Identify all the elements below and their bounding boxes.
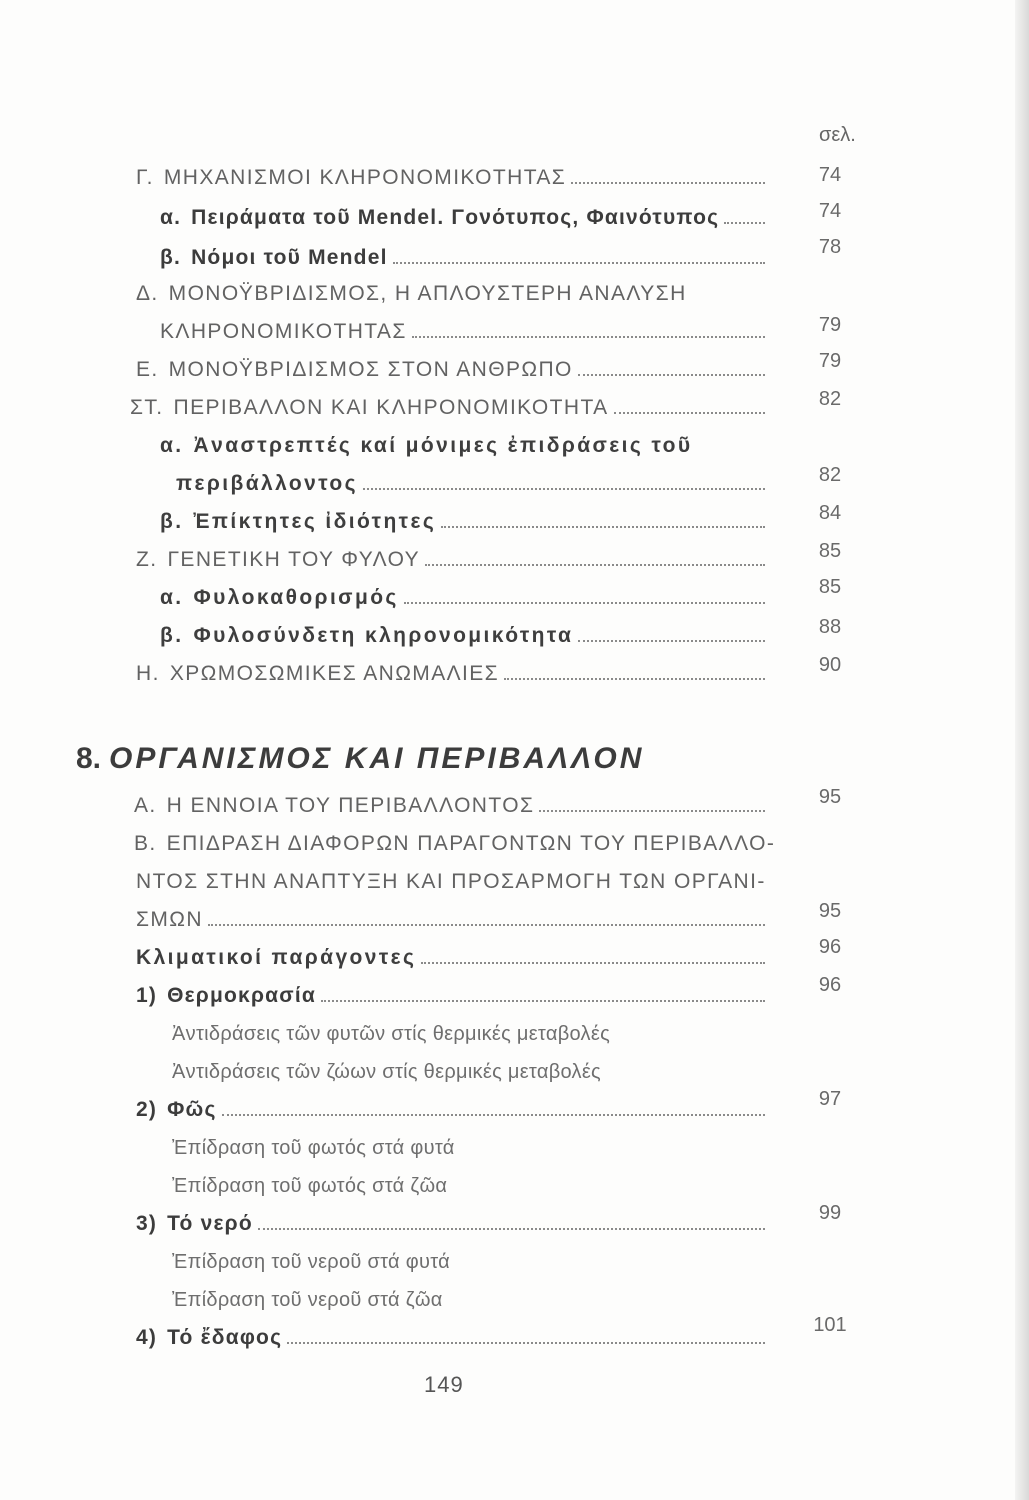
- toc-marker: β.: [160, 624, 184, 647]
- toc-marker: α.: [160, 434, 184, 457]
- toc-page: 78: [818, 236, 842, 258]
- chapter-title: ΟΡΓΑΝΙΣΜΟΣ ΚΑΙ ΠΕΡΙΒΑΛΛΟΝ: [109, 742, 645, 775]
- toc-text: ΚΛΗΡΟΝΟΜΙΚΟΤΗΤΑΣ: [160, 320, 407, 343]
- toc-text: Τό ἔδαφος: [167, 1326, 283, 1349]
- toc-entry: [136, 156, 770, 190]
- toc-entry: [136, 652, 770, 686]
- toc-text: Κλιματικοί παράγοντες: [136, 946, 417, 969]
- dot-leader: [441, 526, 765, 528]
- dot-leader: [571, 182, 765, 184]
- toc-text: ΕΠΙΔΡΑΣΗ ΔΙΑΦΟΡΩΝ ΠΑΡΑΓΟΝΤΩΝ ΤΟΥ ΠΕΡΙΒΑΛΛΟ-: [166, 832, 776, 855]
- toc-entry: [136, 272, 770, 306]
- toc-entry: [172, 1164, 772, 1198]
- toc-marker: β.: [160, 510, 184, 533]
- toc-text: Θερμοκρασία: [167, 984, 316, 1007]
- toc-marker: Ζ.: [136, 548, 158, 571]
- page-column-label: σελ.: [819, 124, 856, 146]
- toc-entry: [172, 1012, 772, 1046]
- toc-text: Ἐπίδραση τοῦ φωτός στά ζῶα: [172, 1175, 448, 1197]
- toc-entry: [172, 1240, 772, 1274]
- toc-text: Ἀντιδράσεις τῶν ζώων στίς θερμικές μεταβολές: [172, 1061, 601, 1083]
- dot-leader: [421, 962, 765, 964]
- toc-page: 79: [818, 350, 842, 372]
- toc-page: 85: [818, 576, 842, 598]
- toc-text: ΧΡΩΜΟΣΩΜΙΚΕΣ ΑΝΩΜΑΛΙΕΣ: [169, 662, 500, 685]
- toc-text: Φῶς: [167, 1098, 217, 1121]
- toc-entry: [130, 386, 770, 420]
- toc-entry: [160, 424, 770, 458]
- toc-page: 101: [813, 1314, 847, 1336]
- toc-text: Τό νερό: [167, 1212, 253, 1235]
- toc-text: Ἐπίδραση τοῦ νεροῦ στά φυτά: [172, 1251, 451, 1273]
- toc-marker: α.: [160, 206, 182, 229]
- toc-page: 96: [818, 974, 842, 996]
- dot-leader: [363, 488, 765, 490]
- toc-entry: [136, 974, 770, 1008]
- toc-text: ΜΗΧΑΝΙΣΜΟΙ ΚΛΗΡΟΝΟΜΙΚΟΤΗΤΑΣ: [163, 166, 567, 189]
- toc-text: περιβάλλοντος: [176, 472, 358, 495]
- dot-leader: [222, 1114, 765, 1116]
- toc-entry: [172, 1126, 772, 1160]
- toc-marker: α.: [160, 586, 184, 609]
- dot-leader: [425, 564, 765, 566]
- toc-entry: [136, 936, 770, 970]
- toc-entry: [136, 1088, 770, 1122]
- dot-leader: [614, 412, 765, 414]
- toc-marker: 2): [136, 1098, 158, 1121]
- toc-text: ΝΤΟΣ ΣΤΗΝ ΑΝΑΠΤΥΞΗ ΚΑΙ ΠΡΟΣΑΡΜΟΓΗ ΤΩΝ ΟΡΓΑΝΙ-: [136, 870, 766, 893]
- toc-page: 82: [818, 464, 842, 486]
- dot-leader: [287, 1342, 765, 1344]
- toc-entry: [134, 784, 770, 818]
- dot-leader: [393, 262, 765, 264]
- toc-text: Νόμοι τοῦ Mendel: [191, 246, 388, 269]
- toc-entry: [136, 898, 770, 932]
- toc-marker: Γ.: [136, 166, 154, 189]
- chapter-heading: [76, 742, 644, 776]
- toc-page: 96: [818, 936, 842, 958]
- toc-text: Ἀναστρεπτές καί μόνιμες ἐπιδράσεις τοῦ: [193, 434, 693, 457]
- dot-leader: [504, 678, 765, 680]
- toc-entry: [160, 236, 770, 270]
- dot-leader: [578, 640, 765, 642]
- toc-text: Ἐπίδραση τοῦ νεροῦ στά ζῶα: [172, 1289, 443, 1311]
- toc-entry: [134, 822, 814, 856]
- toc-entry: [136, 348, 770, 382]
- toc-text: Φυλοσύνδετη κληρονομικότητα: [193, 624, 574, 647]
- toc-page: 99: [818, 1202, 842, 1224]
- toc-text: ΣΜΩΝ: [136, 908, 203, 931]
- dot-leader: [578, 374, 765, 376]
- toc-page: 85: [818, 540, 842, 562]
- toc-marker: β.: [160, 246, 182, 269]
- toc-entry: [160, 500, 770, 534]
- toc-page: 79: [818, 314, 842, 336]
- toc-text: ΠΕΡΙΒΑΛΛΟΝ ΚΑΙ ΚΛΗΡΟΝΟΜΙΚΟΤΗΤΑ: [173, 396, 609, 419]
- toc-page: 84: [818, 502, 842, 524]
- toc-text: Η ΕΝΝΟΙΑ ΤΟΥ ΠΕΡΙΒΑΛΛΟΝΤΟΣ: [166, 794, 535, 817]
- toc-text: ΓΕΝΕΤΙΚΗ ΤΟΥ ΦΥΛΟΥ: [167, 548, 421, 571]
- dot-leader: [258, 1228, 765, 1230]
- toc-entry: [160, 196, 770, 230]
- toc-page: 88: [818, 616, 842, 638]
- toc-entry: [160, 576, 770, 610]
- toc-entry: [172, 1278, 772, 1312]
- dot-leader: [412, 336, 765, 338]
- toc-text: Ἀντιδράσεις τῶν φυτῶν στίς θερμικές μεταβολές: [172, 1023, 611, 1045]
- toc-text: Ἐπίκτητες ἰδιότητες: [193, 510, 437, 533]
- toc-marker: 4): [136, 1326, 158, 1349]
- toc-marker: Β.: [134, 832, 157, 855]
- toc-page: 90: [818, 654, 842, 676]
- toc-text: Πειράματα τοῦ Mendel. Γονότυπος, Φαινότυπος: [191, 206, 720, 229]
- toc-marker: 1): [136, 984, 158, 1007]
- dot-leader: [724, 222, 765, 224]
- toc-entry: [160, 310, 770, 344]
- toc-marker: Α.: [134, 794, 157, 817]
- dot-leader: [321, 1000, 765, 1002]
- toc-page: 74: [818, 200, 842, 222]
- toc-entry: [160, 614, 770, 648]
- dot-leader: [208, 924, 765, 926]
- page-number: 149: [424, 1372, 464, 1397]
- toc-page: 97: [818, 1088, 842, 1110]
- toc-entry: [172, 1050, 772, 1084]
- toc-marker: Δ.: [136, 282, 159, 305]
- toc-page: 95: [818, 900, 842, 922]
- toc-entry: [136, 1316, 770, 1350]
- toc-text: ΜΟΝΟΫΒΡΙΔΙΣΜΟΣ, Η ΑΠΛΟΥΣΤΕΡΗ ΑΝΑΛΥΣΗ: [168, 282, 687, 305]
- toc-marker: Ε.: [136, 358, 159, 381]
- toc-marker: Η.: [136, 662, 160, 685]
- toc-text: ΜΟΝΟΫΒΡΙΔΙΣΜΟΣ ΣΤΟΝ ΑΝΘΡΩΠΟ: [168, 358, 573, 381]
- toc-marker: 3): [136, 1212, 158, 1235]
- toc-page: 82: [818, 388, 842, 410]
- page-edge-shadow: [1015, 0, 1029, 1500]
- dot-leader: [539, 810, 765, 812]
- toc-text: Φυλοκαθορισμός: [193, 586, 399, 609]
- toc-page: 95: [818, 786, 842, 808]
- toc-entry: [176, 462, 770, 496]
- toc-entry: [136, 860, 816, 894]
- chapter-number: 8.: [76, 742, 102, 775]
- toc-entry: [136, 1202, 770, 1236]
- toc-page: 74: [818, 164, 842, 186]
- toc-entry: [136, 538, 770, 572]
- toc-text: Ἐπίδραση τοῦ φωτός στά φυτά: [172, 1137, 455, 1159]
- toc-marker: ΣΤ.: [130, 396, 164, 419]
- dot-leader: [404, 602, 765, 604]
